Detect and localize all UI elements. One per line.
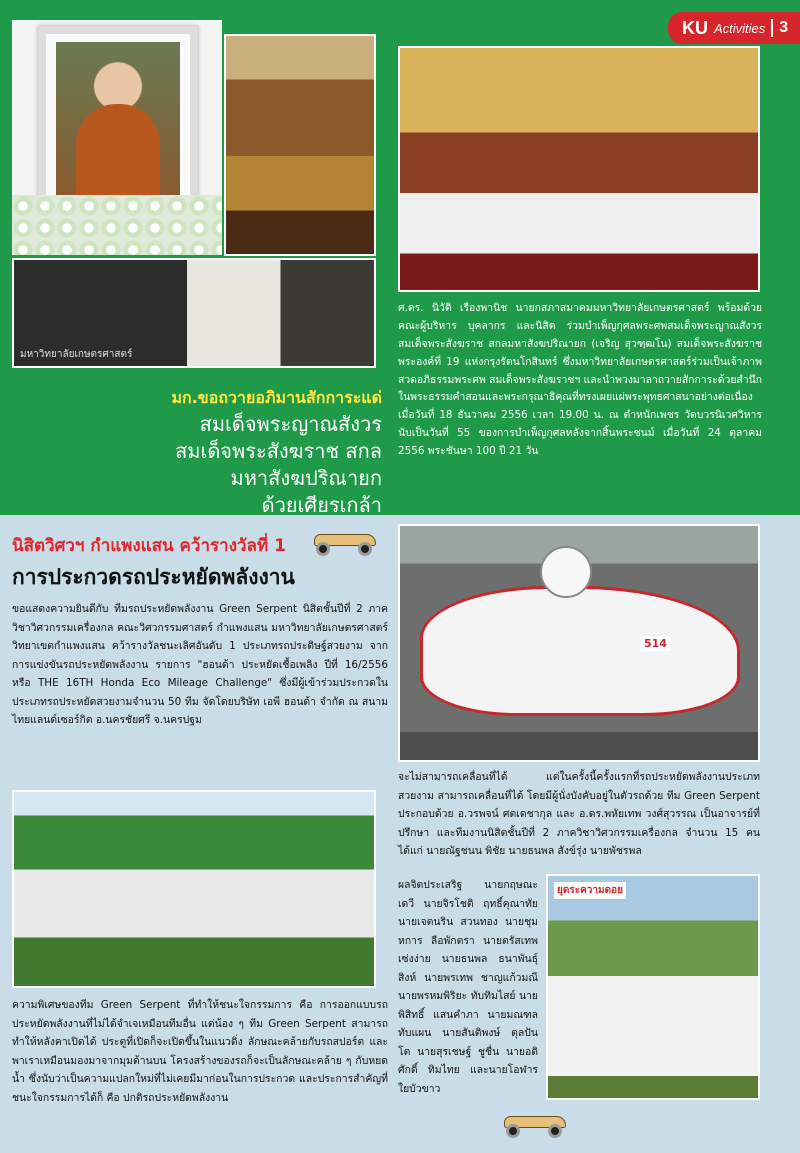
top-story-section [0,0,800,515]
pit-area-photo [546,874,760,1100]
car-shell [420,586,740,716]
racing-car-icon [310,528,382,556]
title-line-1: นิสิตวิศวฯ กำแพงแสน คว้ารางวัลที่ 1 [12,536,286,556]
headline-line-2: สมเด็จพระสังฆราช สกลมหาสังฆปริณายก [175,439,382,490]
section-header-tab [668,12,800,44]
ceremony-hall-photo [224,34,376,256]
section-label: Activities [714,20,766,36]
story-paragraph-3: ผลจิตประเสริฐ นายกฤษณะ เดวี นายจิรโชติ ฤทธิ์คุณาทัย นายเจตนริน สวนทอง นายชุมหการ ลือพักตรา นายตรัสเทพ เซ่งง่าย นายธนพล ธนาพันธุ์สิงห์ นายพรเทพ ชาญแก้วมณี นายพรหมพิริยะ ทับทิมไสย์ นายพิสิทธิ์ แสนคำภา นายมณฑล ทับแผน นายสันติพงษ์ ตุลปัน โต นายสุรเชษฐ์ ชูชื่น นายอดิศักดิ์ ทิมไทย และนายโอฬาร ใยบัวขาว [398,879,538,1095]
top-story-body: ศ.ดร. นิวัติ เรืองพานิช นายกสภาสมาคมมหาวิทยาลัยเกษตรศาสตร์ พร้อมด้วย คณะผู้บริหาร บุคลากร และนิสิต ร่วมบำเพ็ญกุศลพระศพสมเด็จพระญาณสังวร สมเด็จพระสังฆราช สกลมหาสังฆปริณายก (เจริญ สุวฑฺฒโน) สมเด็จพระสังฆราชพระองค์ที่ 19 แห่งกรุงรัตนโกสินทร์ ซึ่งมหาวิทยาลัยเกษตรศาสตร์ร่วมเป็นเจ้าภาพสวดอภิธรรมพระศพ สมเด็จพระสังฆราชฯ และนำพวงมาลาถวายสักการะด้วยสำนึกในพระธรรมคำสอนและพระกรุณาธิคุณที่ทรงเผยแผ่พระพุทธศาสนาอย่างต่อเนื่อง เมื่อวันที่ 18 ธันวาคม 2556 เวลา 19.00 น. ณ ตำหนักเพชร วัดบวรนิเวศวิหาร นับเป็นวันที่ 55 ของการบำเพ็ญกุศลหลังจากสิ้นพระชนม์ เมื่อวันที่ 24 ตุลาคม 2556 พระชันษา 100 ปี 21 วัน [398,302,762,458]
car-number: 514 [640,636,671,651]
brand-label: KU [682,17,708,38]
team-photo [12,790,376,988]
title-line-2: การประกวดรถประหยัดพลังงาน [12,565,295,589]
monk-portrait-photo [12,20,222,255]
portrait-frame [38,26,198,216]
story-paragraph-1: ขอแสดงความยินดีกับ ทีมรถประหยัดพลังงาน Green Serpent นิสิตชั้นปีที่ 2 ภาควิชาวิศวกรรมเครื่องกล คณะวิศวกรรมศาสตร์ กำแพงแสน มหาวิทยาลัยเกษตรศาสตร์ วิทยาเขตกำแพงแสน คว้ารางวัลชนะเลิศอันดับ 1 ประเภทรถประดิษฐ์สวยงาม จากการแข่งขันรถประหยัดพลังงาน รายการ "ฮอนด้า ประหยัดเชื้อเพลิง ปีที่ 16/2556 หรือ THE 16TH Honda Eco Mileage Challenge" ซึ่งมีผู้เข้าร่วมประกวดในประเภทรถประหยัดสวยงามจำนวน 50 ทีม จัดโดยบริษัท เอพี ฮอนด้า จำกัด ณ สนามไทยแลนด์เซอร์กิต อ.นครชัยศรี จ.นครปฐม [12,603,388,727]
monk-robe [76,104,160,200]
flower-arrangement [12,195,222,255]
mourners-photo [12,258,376,368]
driver-helmet [540,546,592,598]
eco-car-photo [398,524,760,762]
top-headline [150,386,382,519]
headline-kicker: มก.ขอถวายอภิมานสักการะแด่ [171,388,382,407]
group-portrait-photo [398,46,760,292]
racing-car-icon [500,1110,572,1138]
wreath-sign: มหาวิทยาลัยเกษตรศาสตร์ [20,349,133,360]
story-paragraph-2: จะไม่สามารถเคลื่อนที่ได้ แต่ในครั้งนี้ครั้งแรกที่รถประหยัดพลังงานประเภทสวยงาม สามารถเคลื่อนที่ได้ โดยมีผู้นั่งบังคับอยู่ในตัวรถด้วย ทีม Green Serpent ประกอบด้วย อ.วรพจน์ ศตเดชากุล และ อ.ดร.พหัยเทพ วงศ์สุวรรณ เป็นอาจารย์ที่ปรึกษา และทีมงานนิสิตชั้นปีที่ 2 ภาควิชาวิศวกรรมเครื่องกล จำนวน 15 คน ได้แก่ นายณัฐชนน พิชัย นายธนพล สังข์รุ่ง นายพัชรพล [398,771,760,858]
page-number: 3 [771,19,788,37]
headline-line-3: ด้วยเศียรเกล้า [261,493,382,517]
event-banner: ยุดระความดอย [554,882,626,899]
headline-line-1: สมเด็จพระญาณสังวร [199,412,382,436]
story-paragraph-4: ความพิเศษของทีม Green Serpent ที่ทำให้ชนะใจกรรมการ คือ การออกแบบรถประหยัดพลังงานที่ไม่ได้จำเจเหมือนทีมอื่น แต่น้อง ๆ ทีม Green Serpent สามารถทำให้หลังคาเปิดได้ ประตูที่เปิดก็จะเปิดขึ้นในแนวดิ่ง ลักษณะคล้ายกับรถสปอร์ต และพาเราเหมือนมองมาจากมุมด้านบน โครงสร้างของรถก็จะเป็นลักษณะคล้าย ๆ กับหยดน้ำ ซึ่งนับว่าเป็นความแปลกใหม่ที่ไม่เคยมีมาก่อนในการประกวด และประการสำคัญที่ชนะใจกรรมการได้ก็ คือ ปกติรถประหยัดพลังงาน [12,999,388,1104]
